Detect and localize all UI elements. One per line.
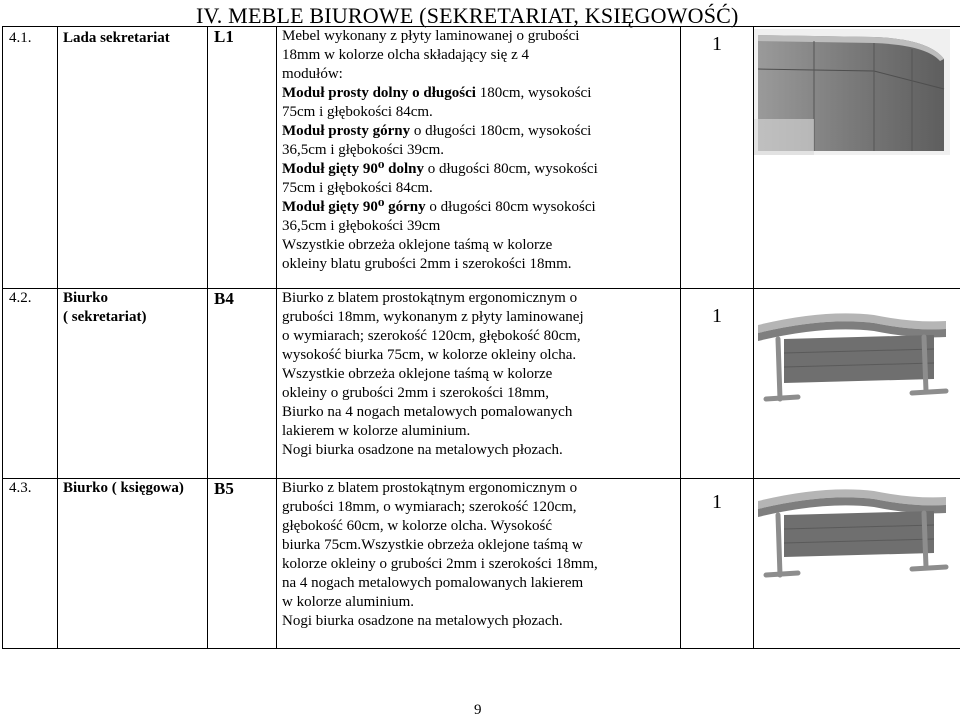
description-line: w kolorze aluminium. <box>282 593 676 612</box>
reception-counter-image <box>754 29 950 155</box>
description-line: Wszystkie obrzeża oklejone taśmą w kolorze <box>282 365 676 384</box>
description-line: 36,5cm i głębokości 39cm. <box>282 141 676 160</box>
description-line: Moduł gięty 90⁰ dolny o długości 80cm, wysokości <box>282 160 676 179</box>
description-line: biurka 75cm.Wszystkie obrzeża oklejone taśmą w <box>282 536 676 555</box>
description-line: grubości 18mm, wykonanym z płyty laminowanej <box>282 308 676 327</box>
item-name: Biurko ( księgowa) <box>58 479 208 649</box>
description-line: 75cm i głębokości 84cm. <box>282 179 676 198</box>
description-line: Mebel wykonany z płyty laminowanej o grubości <box>282 27 676 46</box>
furniture-spec-table <box>2 26 960 649</box>
item-name: Lada sekretariat <box>58 27 208 289</box>
description-line: Moduł prosty górny o długości 180cm, wysokości <box>282 122 676 141</box>
desk-image <box>754 479 950 599</box>
section-title: IV. MEBLE BIUROWE (SEKRETARIAT, KSIĘGOWOŚĆ) <box>196 3 739 29</box>
description-line: okleiny blatu grubości 2mm i szerokości 18mm. <box>282 255 676 274</box>
description-line: Nogi biurka osadzone na metalowych płozach. <box>282 441 676 460</box>
item-number: 4.1. <box>3 27 58 289</box>
description-line: Moduł gięty 90⁰ górny o długości 80cm wysokości <box>282 198 676 217</box>
description-line: modułów: <box>282 65 676 84</box>
description-line: Biurko z blatem prostokątnym ergonomicznym o <box>282 289 676 308</box>
desk-image <box>754 303 950 433</box>
item-description <box>277 479 681 649</box>
description-line: 36,5cm i głębokości 39cm <box>282 217 676 236</box>
description-line: o wymiarach; szerokość 120cm, głębokość 80cm, <box>282 327 676 346</box>
table-row <box>3 289 960 479</box>
item-quantity: 1 <box>681 27 754 289</box>
item-description <box>277 27 681 289</box>
description-line: Wszystkie obrzeża oklejone taśmą w kolorze <box>282 236 676 255</box>
description-line: Biurko z blatem prostokątnym ergonomicznym o <box>282 479 676 498</box>
description-line: Nogi biurka osadzone na metalowych płozach. <box>282 612 676 631</box>
page-number: 9 <box>474 702 482 719</box>
item-number: 4.2. <box>3 289 58 479</box>
item-quantity: 1 <box>681 289 754 479</box>
description-line: grubości 18mm, o wymiarach; szerokość 120cm, <box>282 498 676 517</box>
item-name: Biurko ( sekretariat) <box>58 289 208 479</box>
description-line: głębokość 60cm, w kolorze olcha. Wysokość <box>282 517 676 536</box>
description-line: kolorze okleiny o grubości 2mm i szerokości 18mm, <box>282 555 676 574</box>
description-line: wysokość biurka 75cm, w kolorze okleiny olcha. <box>282 346 676 365</box>
description-line: 75cm i głębokości 84cm. <box>282 103 676 122</box>
description-line: Biurko na 4 nogach metalowych pomalowanych <box>282 403 676 422</box>
description-line: Moduł prosty dolny o długości 180cm, wysokości <box>282 84 676 103</box>
item-image-cell <box>754 27 960 289</box>
item-image-cell <box>754 289 960 479</box>
description-line: lakierem w kolorze aluminium. <box>282 422 676 441</box>
table-row <box>3 479 960 649</box>
item-code: B4 <box>208 289 277 479</box>
description-line: 18mm w kolorze olcha składający się z 4 <box>282 46 676 65</box>
table-row <box>3 27 960 289</box>
item-image-cell <box>754 479 960 649</box>
item-number: 4.3. <box>3 479 58 649</box>
description-line: na 4 nogach metalowych pomalowanych lakierem <box>282 574 676 593</box>
item-description <box>277 289 681 479</box>
item-code: L1 <box>208 27 277 289</box>
item-code: B5 <box>208 479 277 649</box>
description-line: okleiny o grubości 2mm i szerokości 18mm, <box>282 384 676 403</box>
item-quantity: 1 <box>681 479 754 649</box>
